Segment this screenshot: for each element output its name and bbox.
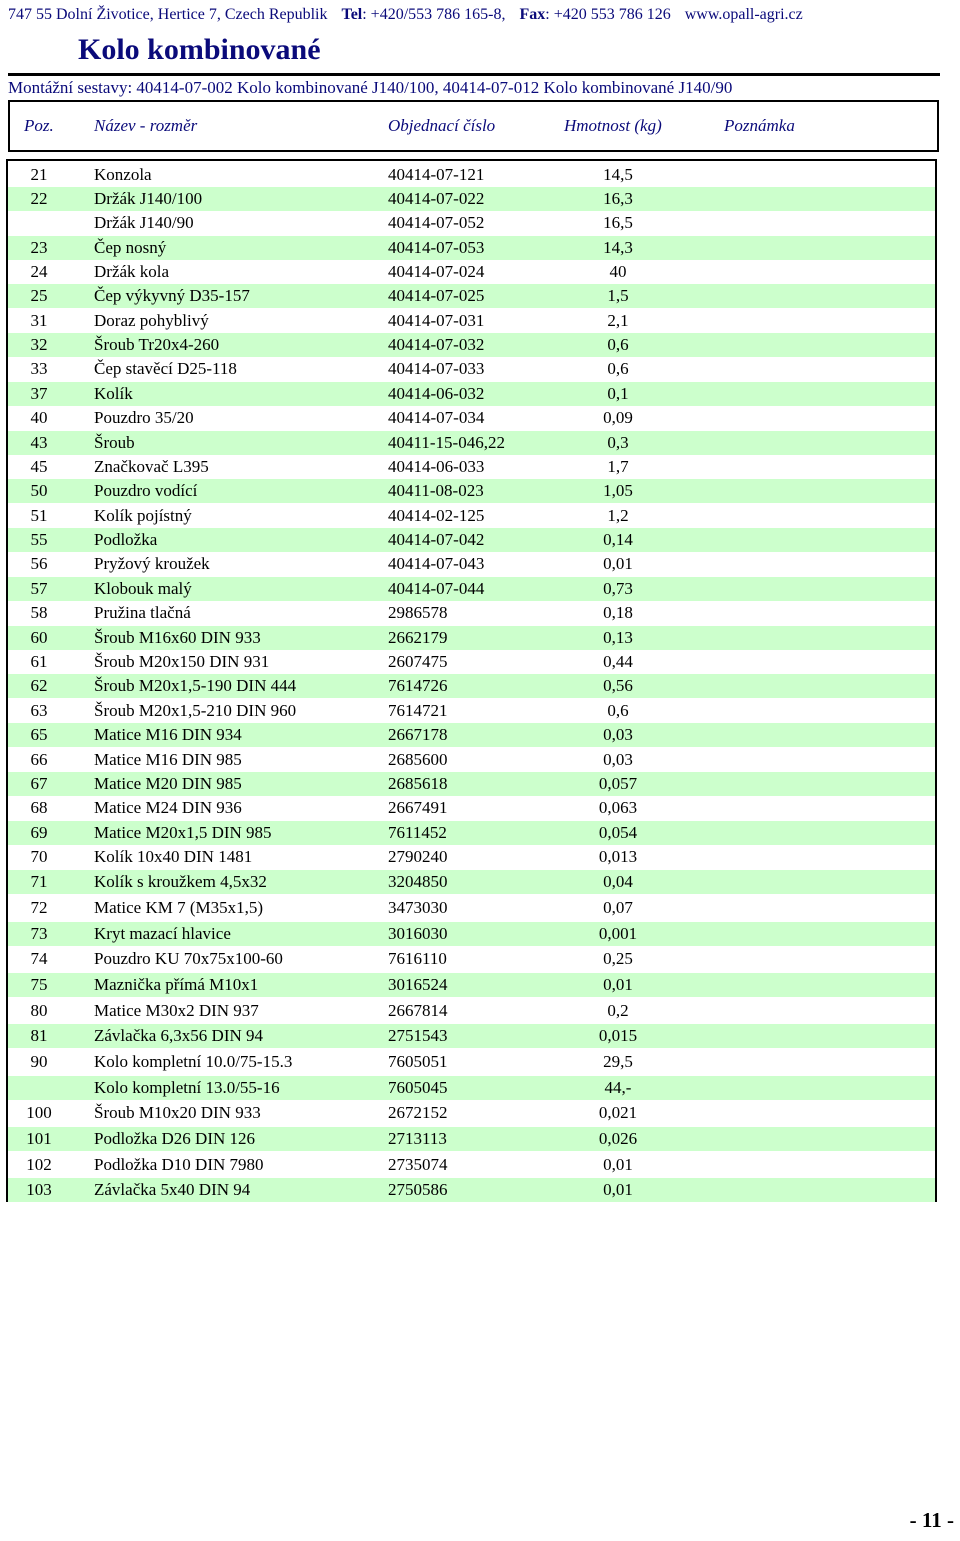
cell-order-number: 7614721 — [388, 701, 448, 720]
cell-mass: 0,03 — [603, 750, 633, 769]
cell-order-number: 7605045 — [388, 1078, 448, 1097]
table-row — [8, 650, 935, 674]
table-row — [8, 772, 935, 796]
cell-order-number: 7605051 — [388, 1052, 448, 1071]
cell-position: 73 — [30, 924, 48, 943]
cell-mass: 0,44 — [603, 652, 633, 671]
cell-name: Maznička přímá M10x1 — [94, 975, 259, 994]
cell-order-number: 2735074 — [388, 1155, 448, 1174]
column-header-name: Název - rozměr — [94, 116, 198, 135]
column-header-mass: Hmotnost (kg) — [564, 116, 662, 135]
cell-order-number: 40414-07-022 — [388, 189, 485, 208]
table-row — [8, 455, 935, 479]
cell-order-number: 40414-06-033 — [388, 457, 485, 476]
cell-mass: 0,3 — [607, 433, 629, 452]
cell-mass: 0,18 — [603, 603, 633, 622]
cell-mass: 0,04 — [603, 872, 633, 891]
cell-position: 75 — [30, 975, 48, 994]
cell-position: 21 — [30, 165, 48, 184]
cell-mass: 40 — [609, 262, 627, 281]
table-row — [8, 552, 935, 576]
cell-mass: 0,013 — [598, 847, 638, 866]
table-row — [8, 236, 935, 260]
cell-name: Šroub M20x1,5-210 DIN 960 — [94, 701, 297, 720]
assembly-subtitle: Montážní sestavy: 40414-07-002 Kolo kombinované J140/100, 40414-07-012 Kolo kombinované J140/90 — [8, 78, 733, 97]
cell-name: Čep výkyvný D35-157 — [94, 286, 250, 305]
company-contact-line — [8, 4, 953, 26]
cell-name: Kolík s kroužkem 4,5x32 — [94, 872, 267, 891]
cell-name: Kolo kompletní 13.0/55-16 — [94, 1078, 280, 1097]
table-row — [8, 723, 935, 747]
cell-order-number: 2667491 — [388, 798, 448, 817]
cell-position: 81 — [30, 1026, 48, 1045]
cell-mass: 14,5 — [603, 165, 633, 184]
cell-order-number: 2685600 — [388, 750, 448, 769]
table-row — [8, 479, 935, 503]
cell-order-number: 7611452 — [388, 823, 447, 842]
tel-label: Tel — [341, 6, 363, 23]
cell-name: Šroub M20x150 DIN 931 — [94, 652, 270, 671]
cell-position: 100 — [26, 1103, 52, 1122]
cell-order-number: 40414-07-032 — [388, 335, 485, 354]
cell-order-number: 40414-07-121 — [388, 165, 485, 184]
cell-mass: 1,2 — [607, 506, 629, 525]
cell-order-number: 40414-07-052 — [388, 213, 485, 232]
cell-position: 43 — [30, 433, 48, 452]
table-row — [8, 187, 935, 211]
table-row — [8, 1127, 935, 1151]
table-row — [8, 748, 935, 772]
cell-name: Matice M20x1,5 DIN 985 — [94, 823, 272, 842]
cell-position: 101 — [26, 1129, 52, 1148]
cell-position: 69 — [30, 823, 48, 842]
company-website: www.opall-agri.cz — [684, 6, 803, 23]
cell-position: 57 — [30, 579, 48, 598]
cell-position: 56 — [30, 554, 48, 573]
cell-position: 66 — [30, 750, 48, 769]
table-row — [8, 674, 935, 698]
table-row — [8, 922, 935, 946]
table-row — [8, 626, 935, 650]
column-header-code: Objednací číslo — [388, 116, 496, 135]
page-title: Kolo kombinované — [78, 33, 321, 66]
table-header — [8, 100, 939, 152]
cell-order-number: 3016524 — [388, 975, 448, 994]
cell-order-number: 3016030 — [388, 924, 448, 943]
table-row — [8, 1076, 935, 1100]
cell-position: 67 — [30, 774, 48, 793]
table-row — [8, 1178, 935, 1202]
cell-order-number: 2667814 — [388, 1001, 448, 1020]
cell-name: Čep nosný — [94, 238, 167, 257]
cell-mass: 0,063 — [598, 798, 638, 817]
cell-name: Matice M16 DIN 985 — [94, 750, 242, 769]
table-row — [8, 870, 935, 894]
cell-mass: 44,- — [604, 1078, 632, 1097]
cell-name: Šroub — [94, 433, 135, 452]
cell-name: Kryt mazací hlavice — [94, 924, 231, 943]
cell-mass: 0,001 — [598, 924, 638, 943]
cell-position: 37 — [30, 384, 48, 403]
table-row — [8, 284, 935, 308]
cell-name: Kolík — [94, 384, 133, 403]
cell-position: 80 — [30, 1001, 48, 1020]
cell-mass: 0,1 — [607, 384, 629, 403]
table-row — [8, 896, 935, 920]
table-row — [8, 260, 935, 284]
table-row — [8, 796, 935, 820]
cell-position: 61 — [30, 652, 48, 671]
cell-name: Klobouk malý — [94, 579, 192, 598]
table-row — [8, 699, 935, 723]
cell-order-number: 40414-07-025 — [388, 286, 485, 305]
cell-mass: 0,6 — [607, 335, 629, 354]
cell-position: 63 — [30, 701, 48, 720]
cell-position: 45 — [30, 457, 48, 476]
cell-mass: 16,3 — [603, 189, 633, 208]
table-row — [8, 947, 935, 971]
cell-order-number: 40414-07-031 — [388, 311, 485, 330]
cell-order-number: 2750586 — [388, 1180, 448, 1199]
cell-position: 32 — [30, 335, 48, 354]
cell-name: Držák kola — [94, 262, 170, 281]
cell-order-number: 40414-07-053 — [388, 238, 485, 257]
cell-name: Matice M30x2 DIN 937 — [94, 1001, 259, 1020]
cell-position: 103 — [26, 1180, 52, 1199]
cell-order-number: 2790240 — [388, 847, 448, 866]
cell-position: 71 — [30, 872, 48, 891]
cell-order-number: 2607475 — [388, 652, 448, 671]
cell-mass: 1,05 — [603, 481, 633, 500]
cell-mass: 0,09 — [603, 408, 633, 427]
cell-mass: 0,6 — [607, 359, 629, 378]
title-divider — [8, 73, 940, 76]
cell-order-number: 40411-15-046,22 — [388, 433, 505, 452]
cell-position: 23 — [30, 238, 48, 257]
cell-name: Čep stavěcí D25-118 — [94, 359, 237, 378]
cell-mass: 16,5 — [603, 213, 633, 232]
column-header-note: Poznámka — [724, 116, 795, 135]
cell-mass: 0,01 — [603, 554, 633, 573]
cell-order-number: 40414-07-043 — [388, 554, 485, 573]
table-row — [8, 1050, 935, 1074]
table-row — [8, 431, 935, 455]
cell-order-number: 40414-07-033 — [388, 359, 485, 378]
cell-name: Pouzdro vodící — [94, 481, 198, 500]
table-row — [8, 845, 935, 869]
table-row — [8, 1101, 935, 1125]
cell-mass: 14,3 — [603, 238, 633, 257]
cell-name: Šroub Tr20x4-260 — [94, 335, 220, 354]
cell-order-number: 3204850 — [388, 872, 448, 891]
cell-position: 62 — [30, 676, 48, 695]
cell-name: Závlačka 6,3x56 DIN 94 — [94, 1026, 264, 1045]
cell-mass: 1,5 — [607, 286, 629, 305]
table-row — [8, 504, 935, 528]
cell-position: 60 — [30, 628, 48, 647]
cell-name: Držák J140/100 — [94, 189, 203, 208]
cell-order-number: 2986578 — [388, 603, 448, 622]
cell-name: Značkovač L395 — [94, 457, 209, 476]
fax-label: Fax — [519, 6, 546, 23]
cell-name: Podložka D10 DIN 7980 — [94, 1155, 264, 1174]
cell-name: Pouzdro KU 70x75x100-60 — [94, 949, 283, 968]
column-header-poz: Poz. — [24, 116, 54, 135]
cell-position: 65 — [30, 725, 48, 744]
table-row — [8, 357, 935, 381]
page-number: - 11 - — [909, 1508, 954, 1532]
cell-mass: 0,021 — [598, 1103, 638, 1122]
cell-order-number: 40414-07-034 — [388, 408, 485, 427]
table-row — [8, 163, 935, 187]
cell-mass: 29,5 — [603, 1052, 633, 1071]
cell-name: Matice M16 DIN 934 — [94, 725, 242, 744]
table-row — [8, 1153, 935, 1177]
table-row — [8, 309, 935, 333]
cell-mass: 0,054 — [598, 823, 638, 842]
cell-position: 51 — [30, 506, 48, 525]
cell-name: Kolo kompletní 10.0/75-15.3 — [94, 1052, 293, 1071]
cell-order-number: 2713113 — [388, 1129, 447, 1148]
cell-order-number: 2667178 — [388, 725, 448, 744]
table-row — [8, 528, 935, 552]
cell-mass: 0,01 — [603, 1180, 633, 1199]
cell-name: Šroub M16x60 DIN 933 — [94, 628, 261, 647]
table-row — [8, 601, 935, 625]
cell-mass: 0,13 — [603, 628, 633, 647]
cell-mass: 0,01 — [603, 1155, 633, 1174]
cell-order-number: 40414-06-032 — [388, 384, 485, 403]
cell-order-number: 40411-08-023 — [388, 481, 484, 500]
cell-name: Doraz pohyblivý — [94, 311, 209, 330]
cell-name: Držák J140/90 — [94, 213, 194, 232]
cell-position: 90 — [30, 1052, 48, 1071]
cell-mass: 0,015 — [598, 1026, 638, 1045]
cell-position: 24 — [30, 262, 48, 281]
cell-position: 102 — [26, 1155, 52, 1174]
cell-name: Šroub M10x20 DIN 933 — [94, 1103, 261, 1122]
cell-order-number: 40414-07-024 — [388, 262, 485, 281]
fax-value: : +420 553 786 126 — [545, 6, 671, 23]
cell-mass: 0,6 — [607, 701, 629, 720]
table-row — [8, 211, 935, 235]
cell-position: 74 — [30, 949, 48, 968]
company-address: 747 55 Dolní Životice, Hertice 7, Czech Republik — [8, 6, 328, 23]
cell-position: 25 — [30, 286, 48, 305]
cell-order-number: 7614726 — [388, 676, 448, 695]
table-row — [8, 821, 935, 845]
table-row — [8, 406, 935, 430]
cell-position: 31 — [30, 311, 48, 330]
cell-order-number: 2662179 — [388, 628, 448, 647]
parts-table — [6, 159, 937, 1202]
cell-name: Podložka D26 DIN 126 — [94, 1129, 256, 1148]
tel-value: : +420/553 786 165-8, — [362, 6, 506, 23]
cell-name: Závlačka 5x40 DIN 94 — [94, 1180, 251, 1199]
cell-mass: 0,057 — [598, 774, 638, 793]
cell-position: 55 — [30, 530, 48, 549]
cell-mass: 0,026 — [598, 1129, 638, 1148]
cell-name: Kolík pojístný — [94, 506, 192, 525]
cell-mass: 0,01 — [603, 975, 633, 994]
cell-order-number: 2685618 — [388, 774, 448, 793]
cell-mass: 0,25 — [603, 949, 633, 968]
cell-position: 33 — [30, 359, 48, 378]
table-row — [8, 999, 935, 1023]
table-row — [8, 577, 935, 601]
cell-name: Šroub M20x1,5-190 DIN 444 — [94, 676, 297, 695]
cell-order-number: 40414-07-044 — [388, 579, 485, 598]
cell-mass: 2,1 — [607, 311, 629, 330]
cell-position: 50 — [30, 481, 48, 500]
cell-name: Konzola — [94, 165, 152, 184]
cell-mass: 1,7 — [607, 457, 629, 476]
cell-order-number: 7616110 — [388, 949, 447, 968]
cell-mass: 0,2 — [607, 1001, 629, 1020]
cell-mass: 0,73 — [603, 579, 633, 598]
table-row — [8, 1024, 935, 1048]
cell-name: Pryžový kroužek — [94, 554, 210, 573]
cell-name: Matice KM 7 (M35x1,5) — [94, 898, 264, 917]
cell-position: 40 — [30, 408, 48, 427]
cell-position: 22 — [30, 189, 48, 208]
cell-mass: 0,07 — [603, 898, 633, 917]
cell-order-number: 2751543 — [388, 1026, 448, 1045]
cell-position: 58 — [30, 603, 48, 622]
cell-name: Podložka — [94, 530, 158, 549]
cell-position: 72 — [30, 898, 48, 917]
cell-mass: 0,56 — [603, 676, 633, 695]
table-row — [8, 973, 935, 997]
table-row — [8, 333, 935, 357]
cell-position: 70 — [30, 847, 48, 866]
cell-position: 68 — [30, 798, 48, 817]
cell-name: Matice M20 DIN 985 — [94, 774, 242, 793]
cell-mass: 0,14 — [603, 530, 633, 549]
cell-name: Pouzdro 35/20 — [94, 408, 194, 427]
table-row — [8, 382, 935, 406]
cell-order-number: 2672152 — [388, 1103, 448, 1122]
cell-name: Kolík 10x40 DIN 1481 — [94, 847, 253, 866]
cell-name: Pružina tlačná — [94, 603, 191, 622]
cell-name: Matice M24 DIN 936 — [94, 798, 242, 817]
cell-order-number: 3473030 — [388, 898, 448, 917]
cell-order-number: 40414-02-125 — [388, 506, 485, 525]
cell-mass: 0,03 — [603, 725, 633, 744]
cell-order-number: 40414-07-042 — [388, 530, 485, 549]
